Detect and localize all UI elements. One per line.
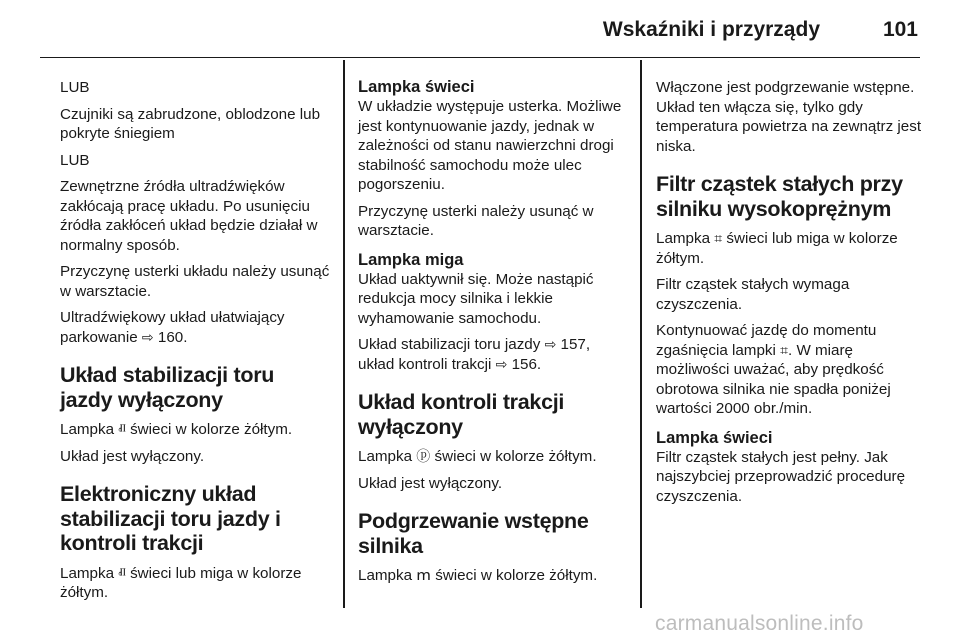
page-header xyxy=(40,0,920,58)
esc-warning-icon: ⱊ xyxy=(118,564,126,581)
paragraph xyxy=(358,335,628,374)
column-divider-2 xyxy=(640,60,642,608)
column-1 xyxy=(60,78,330,610)
page-ref-arrow-icon: ⇨ xyxy=(141,328,154,345)
paragraph: Przyczynę usterki układu należy usunąć w warsztacie. xyxy=(60,263,330,300)
column-divider-1 xyxy=(343,60,345,608)
page-ref-link[interactable]: 157, xyxy=(560,336,591,353)
paragraph-text: Ultradźwiękowy układ ułatwiający parkowanie xyxy=(60,309,285,346)
page-ref-arrow-icon: ⇨ xyxy=(544,336,557,352)
glow-plug-icon: ՠ xyxy=(416,567,432,584)
subheading-lamp-lit: Lampka świeci xyxy=(656,428,773,447)
section-heading-esc: Elektroniczny układ stabilizacji toru jazdy i kontroli trakcji xyxy=(60,482,281,555)
paragraph: Filtr cząstek stałych wymaga czyszczenia. xyxy=(656,276,850,313)
column-3 xyxy=(656,78,928,513)
page-ref-link[interactable]: 156. xyxy=(511,355,542,373)
paragraph xyxy=(60,308,330,347)
paragraph-text: świeci w kolorze żółtym. xyxy=(434,448,597,465)
lamp-word: Lampka xyxy=(60,564,115,582)
paragraph-text: świeci w kolorze żółtym. xyxy=(130,421,293,438)
paragraph: Układ jest wyłączony. xyxy=(358,474,503,492)
paragraph xyxy=(60,564,330,603)
lamp-word: Lampka xyxy=(358,567,413,584)
paragraph-text: Kontynuować jazdę do momentu zgaśnięcia lampki xyxy=(656,322,877,359)
paragraph-text: Układ stabilizacji toru jazdy xyxy=(358,336,541,353)
paragraph xyxy=(358,447,628,467)
paragraph-text: . W miarę możliwości uważać, aby prędkość obrotowa silnika nie spadła poniżej wartości 2000 obr./min. xyxy=(656,341,891,417)
page-title: Wskaźniki i przyrządy xyxy=(602,18,820,41)
column-2 xyxy=(358,78,628,593)
watermark: carmanualsonline.info xyxy=(655,612,864,635)
traction-control-off-icon: ⓟ xyxy=(416,448,431,464)
section-heading-dpf: Filtr cząstek stałych przy silniku wysokoprężnym xyxy=(656,172,903,221)
paragraph xyxy=(60,420,330,440)
paragraph xyxy=(656,229,928,268)
section-heading-tc-off: Układ kontroli trakcji wyłączony xyxy=(358,390,565,439)
paragraph: W układzie występuje usterka. Możliwe jest kontynuowanie jazdy, jednak w zależności od stanu nawierzchni drogi stabilność samochodu może ulec pogorszeniu. xyxy=(358,98,622,193)
paragraph-text: świeci w kolorze żółtym. xyxy=(435,567,598,584)
paragraph-text: świeci lub miga w kolorze żółtym. xyxy=(656,230,898,267)
lamp-word: Lampka xyxy=(358,448,413,465)
lamp-word: Lampka xyxy=(60,421,115,438)
page-number: 101 xyxy=(882,18,918,41)
paragraph: Układ jest wyłączony. xyxy=(60,447,205,465)
paragraph-text: układ kontroli trakcji xyxy=(358,355,492,373)
paragraph: Przyczynę usterki należy usunąć w warsztacie. xyxy=(358,202,594,239)
paragraph xyxy=(656,321,928,419)
paragraph: Zewnętrzne źródła ultradźwięków zakłócają pracę układu. Po usunięciu źródła zakłóceń układ będzie działał w normalny sposób. xyxy=(60,178,318,254)
section-heading-glow-plug: Podgrzewanie wstępne silnika xyxy=(358,509,589,558)
paragraph-text: świeci lub miga w kolorze żółtym. xyxy=(60,564,302,601)
esp-off-warning-icon: ⱊ xyxy=(118,421,126,437)
page-ref-link[interactable]: 160. xyxy=(157,328,188,346)
paragraph: Czujniki są zabrudzone, oblodzone lub pokryte śniegiem xyxy=(60,105,321,142)
diesel-particulate-filter-icon: ⌗ xyxy=(714,230,723,246)
diesel-particulate-filter-icon: ⌗ xyxy=(780,341,788,358)
paragraph: LUB xyxy=(60,151,90,169)
paragraph: Włączone jest podgrzewanie wstępne. Układ ten włącza się, tylko gdy temperatura powietrza na zewnątrz jest niska. xyxy=(656,79,922,155)
paragraph: Filtr cząstek stałych jest pełny. Jak najszybciej przeprowadzić procedurę czyszczenia. xyxy=(656,448,906,505)
paragraph xyxy=(358,566,628,586)
lamp-word: Lampka xyxy=(656,230,711,247)
subheading-lamp-lit: Lampka świeci xyxy=(358,78,475,96)
page-ref-arrow-icon: ⇨ xyxy=(495,355,508,372)
subheading-lamp-blink: Lampka miga xyxy=(358,250,464,269)
section-heading-esp-off: Układ stabilizacji toru jazdy wyłączony xyxy=(60,363,275,412)
paragraph: Układ uaktywnił się. Może nastąpić redukcja mocy silnika i lekkie wyhamowanie samochodu. xyxy=(358,270,594,327)
paragraph: LUB xyxy=(60,79,90,96)
